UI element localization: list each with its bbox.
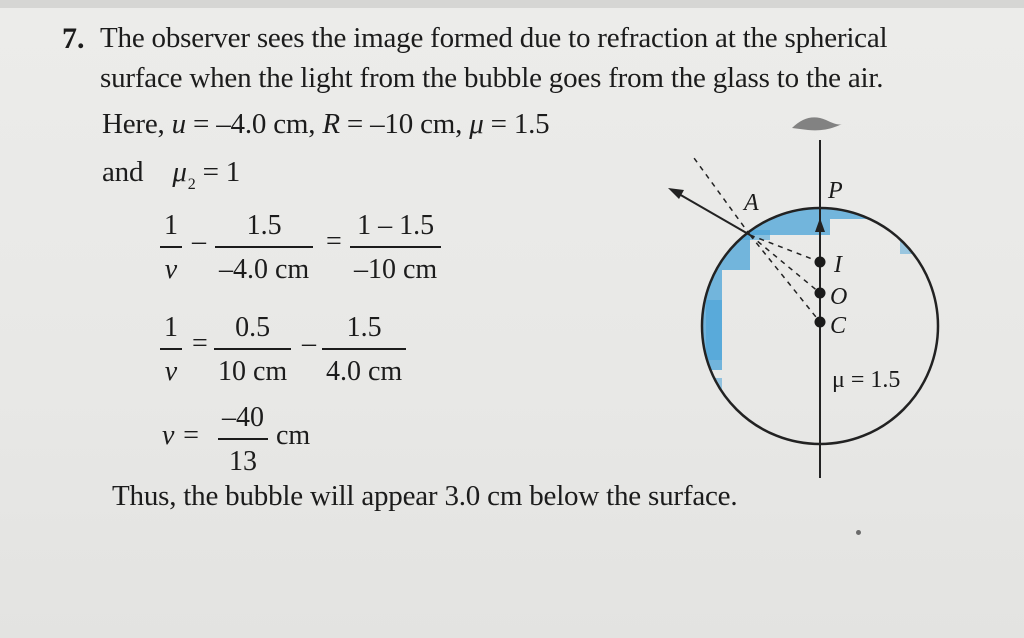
eq2-minus: – [302, 328, 316, 359]
given-u-symbol: u [171, 108, 186, 140]
page-top-edge [0, 0, 1024, 8]
eq2-mid-denominator: 10 cm [218, 356, 288, 387]
eq1-mid-fraction [215, 212, 313, 284]
eq1-rhs-numerator: 1 – 1.5 [357, 210, 435, 241]
given-mu2-value: = 1 [195, 156, 241, 188]
eq3-numerator: –40 [222, 402, 264, 433]
given-R-value: = –10 cm, [339, 108, 470, 140]
point-O [815, 288, 826, 299]
dashed-ray-to-C [750, 235, 820, 322]
eq2-lhs-numerator: 1 [164, 312, 178, 343]
normal-extension [694, 158, 750, 235]
eq2-rhs-denominator: 4.0 cm [326, 356, 403, 387]
conclusion-text: Thus, the bubble will appear 3.0 cm below the surface. [112, 480, 738, 512]
given-mu-symbol: μ [469, 108, 484, 140]
eq1-rhs-fraction [350, 212, 441, 284]
eq1-mid-denominator: –4.0 cm [219, 254, 310, 285]
ray-arrow-icon [668, 188, 684, 199]
eq3-unit: cm [276, 420, 311, 451]
question-number: 7. [62, 22, 85, 55]
question-line-2: surface when the light from the bubble goes from the glass to the air. [100, 62, 884, 94]
eq2-rhs-numerator: 1.5 [346, 312, 382, 343]
eye-icon [792, 117, 842, 130]
question-line-1: The observer sees the image formed due to refraction at the spherical [100, 22, 888, 54]
label-P: P [828, 178, 843, 204]
eq2-lhs-denominator: v [164, 356, 178, 387]
label-I: I [834, 252, 842, 278]
label-O: O [830, 284, 848, 310]
dashed-ray-to-O [750, 235, 820, 293]
eq2-mid-numerator: 0.5 [235, 312, 271, 343]
eq2-rhs-fraction [322, 314, 406, 386]
given-values [102, 108, 549, 141]
eq2-equals: = [192, 328, 208, 359]
label-C: C [830, 313, 847, 339]
eq2-lhs-fraction [160, 314, 182, 386]
point-C [815, 317, 826, 328]
eq1-lhs-fraction [160, 212, 182, 284]
eq1-lhs-denominator: v [164, 254, 178, 285]
eq2-mid-fraction [214, 314, 291, 386]
label-mu: μ = 1.5 [832, 367, 901, 393]
given-and: and [102, 156, 144, 188]
eq1-minus: – [192, 226, 206, 257]
given-here: Here, [102, 108, 165, 140]
given-R-symbol: R [322, 108, 340, 140]
print-speck [856, 530, 861, 535]
dashed-ray-to-I [750, 235, 820, 262]
eq1-rhs-denominator: –10 cm [354, 254, 438, 285]
given-mu2-symbol: μ [172, 156, 187, 188]
given-mu2 [102, 156, 241, 193]
point-I [815, 257, 826, 268]
label-A: A [744, 190, 759, 216]
given-mu2-subscript: 2 [187, 176, 196, 193]
eq1-equals: = [326, 226, 342, 257]
eq1-lhs-numerator: 1 [164, 210, 178, 241]
given-mu-value: = 1.5 [483, 108, 550, 140]
refracted-ray [672, 190, 750, 235]
given-u-value: = –4.0 cm, [185, 108, 323, 140]
eq3-fraction [218, 404, 268, 476]
eq3-lhs: v = [162, 420, 201, 451]
eq3-denominator: 13 [229, 446, 257, 477]
refraction-diagram [640, 100, 960, 490]
eq1-mid-numerator: 1.5 [246, 210, 282, 241]
